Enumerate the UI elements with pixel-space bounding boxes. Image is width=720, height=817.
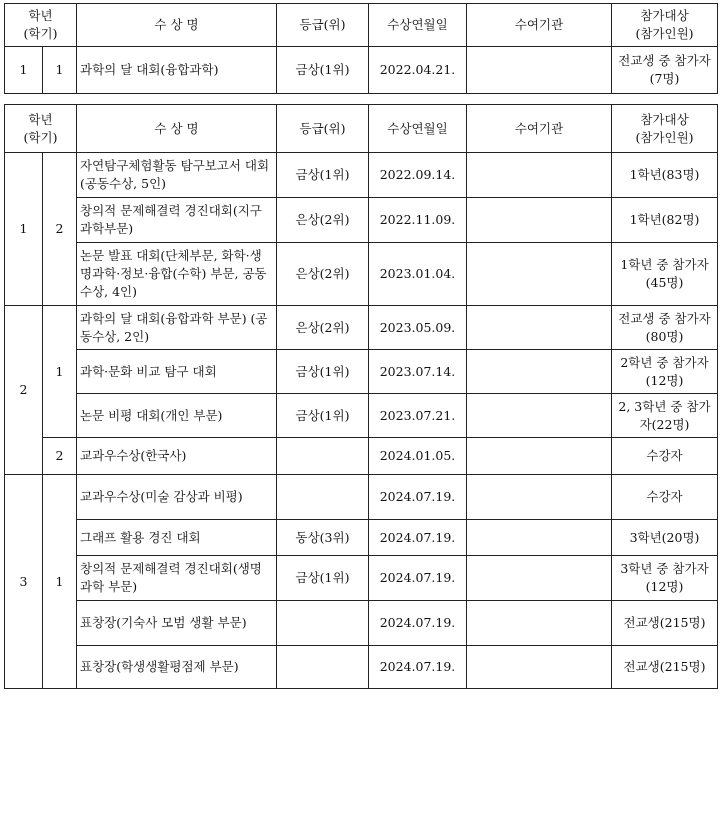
- target-cell: 2, 3학년 중 참가자(22명): [612, 394, 718, 438]
- award-cell: 표창장(기숙사 모범 생활 부문): [77, 601, 277, 646]
- header-participants-label: (참가인원): [635, 129, 694, 145]
- date-cell: 2024.07.19.: [369, 475, 467, 520]
- semester-cell: 2: [43, 153, 77, 306]
- table-row: [5, 438, 718, 475]
- target-cell: 전교생(215명): [612, 646, 718, 689]
- header-year-label: 학년: [28, 8, 53, 23]
- award-cell: 창의적 문제해결력 경진대회(생명과학 부문): [77, 556, 277, 601]
- award-cell: 교과우수상(한국사): [77, 438, 277, 475]
- target-cell: 전교생 중 참가자 (80명): [612, 306, 718, 350]
- award-cell: 과학·문화 비교 탐구 대회: [77, 350, 277, 394]
- header-date: 수상연월일: [369, 105, 467, 153]
- issuer-cell: [467, 47, 612, 94]
- table-row: [5, 350, 718, 394]
- date-cell: 2022.11.09.: [369, 198, 467, 243]
- table-row: [5, 520, 718, 556]
- grade-cell: 동상(3위): [277, 520, 369, 556]
- semester-cell: 1: [43, 47, 77, 94]
- issuer-cell: [467, 306, 612, 350]
- issuer-cell: [467, 556, 612, 601]
- grade-cell: [277, 438, 369, 475]
- date-cell: 2023.07.14.: [369, 350, 467, 394]
- date-cell: 2024.07.19.: [369, 556, 467, 601]
- date-cell: 2024.01.05.: [369, 438, 467, 475]
- issuer-cell: [467, 394, 612, 438]
- header-date: 수상연월일: [369, 4, 467, 47]
- semester-cell: 2: [43, 438, 77, 475]
- target-cell: 1학년(82명): [612, 198, 718, 243]
- grade-cell: 은상(2위): [277, 243, 369, 306]
- award-cell: 그래프 활용 경진 대회: [77, 520, 277, 556]
- header-issuer: 수여기관: [467, 105, 612, 153]
- year-cell: 1: [5, 153, 43, 306]
- header-target: [612, 105, 718, 153]
- target-cell: 전교생 중 참가자 (7명): [612, 47, 718, 94]
- year-cell: 2: [5, 306, 43, 475]
- date-cell: 2022.09.14.: [369, 153, 467, 198]
- award-cell: 논문 비평 대회(개인 부문): [77, 394, 277, 438]
- table-row: [5, 198, 718, 243]
- header-award-name: 수 상 명: [77, 105, 277, 153]
- header-semester-label: (학기): [23, 26, 58, 41]
- header-issuer: 수여기관: [467, 4, 612, 47]
- award-cell: 표창장(학생생활평점제 부문): [77, 646, 277, 689]
- header-target-label: 참가대상: [640, 111, 689, 127]
- header-grade: 등급(위): [277, 105, 369, 153]
- header-year-semester: [5, 4, 77, 47]
- table-row: [5, 47, 718, 94]
- date-cell: 2023.07.21.: [369, 394, 467, 438]
- semester-cell: 1: [43, 475, 77, 689]
- table-row: [5, 153, 718, 198]
- award-cell: 논문 발표 대회(단체부문, 화학·생명과학·정보·융합(수학) 부문, 공동수상, 4인): [77, 243, 277, 306]
- award-cell: 과학의 달 대회(융합과학): [77, 47, 277, 94]
- header-year-label: 학년: [28, 111, 53, 127]
- grade-cell: [277, 601, 369, 646]
- header-target: [612, 4, 718, 47]
- header-grade: 등급(위): [277, 4, 369, 47]
- target-cell: 3학년(20명): [612, 520, 718, 556]
- grade-cell: [277, 646, 369, 689]
- grade-cell: 은상(2위): [277, 306, 369, 350]
- target-cell: 수강자: [612, 438, 718, 475]
- target-cell: 1학년 중 참가자 (45명): [612, 243, 718, 306]
- header-target-label: 참가대상: [640, 8, 689, 23]
- grade-cell: 금상(1위): [277, 394, 369, 438]
- table-row: [5, 394, 718, 438]
- table-row: [5, 243, 718, 306]
- issuer-cell: [467, 438, 612, 475]
- issuer-cell: [467, 350, 612, 394]
- issuer-cell: [467, 243, 612, 306]
- table-row: [5, 556, 718, 601]
- issuer-cell: [467, 601, 612, 646]
- header-participants-label: (참가인원): [635, 26, 694, 41]
- target-cell: 전교생(215명): [612, 601, 718, 646]
- grade-cell: 금상(1위): [277, 153, 369, 198]
- year-cell: 1: [5, 47, 43, 94]
- semester-cell: 1: [43, 306, 77, 438]
- awards-table-2: [4, 104, 718, 689]
- table-row: [5, 475, 718, 520]
- award-cell: 창의적 문제해결력 경진대회(지구과학부문): [77, 198, 277, 243]
- date-cell: 2024.07.19.: [369, 520, 467, 556]
- year-cell: 3: [5, 475, 43, 689]
- header-semester-label: (학기): [23, 129, 58, 145]
- issuer-cell: [467, 198, 612, 243]
- target-cell: 수강자: [612, 475, 718, 520]
- award-cell: 과학의 달 대회(융합과학 부문) (공동수상, 2인): [77, 306, 277, 350]
- award-cell: 자연탐구체험활동 탐구보고서 대회(공동수상, 5인): [77, 153, 277, 198]
- grade-cell: [277, 475, 369, 520]
- target-cell: 1학년(83명): [612, 153, 718, 198]
- table-row: [5, 601, 718, 646]
- date-cell: 2022.04.21.: [369, 47, 467, 94]
- table-row: [5, 646, 718, 689]
- date-cell: 2024.07.19.: [369, 646, 467, 689]
- header-award-name: 수 상 명: [77, 4, 277, 47]
- table-row: [5, 306, 718, 350]
- issuer-cell: [467, 475, 612, 520]
- date-cell: 2024.07.19.: [369, 601, 467, 646]
- target-cell: 2학년 중 참가자 (12명): [612, 350, 718, 394]
- grade-cell: 은상(2위): [277, 198, 369, 243]
- awards-table-1: [4, 3, 718, 94]
- award-cell: 교과우수상(미술 감상과 비평): [77, 475, 277, 520]
- table-header-row: [5, 105, 718, 153]
- issuer-cell: [467, 153, 612, 198]
- target-cell: 3학년 중 참가자 (12명): [612, 556, 718, 601]
- date-cell: 2023.05.09.: [369, 306, 467, 350]
- grade-cell: 금상(1위): [277, 556, 369, 601]
- issuer-cell: [467, 520, 612, 556]
- grade-cell: 금상(1위): [277, 47, 369, 94]
- header-year-semester: [5, 105, 77, 153]
- grade-cell: 금상(1위): [277, 350, 369, 394]
- table-header-row: [5, 4, 718, 47]
- date-cell: 2023.01.04.: [369, 243, 467, 306]
- issuer-cell: [467, 646, 612, 689]
